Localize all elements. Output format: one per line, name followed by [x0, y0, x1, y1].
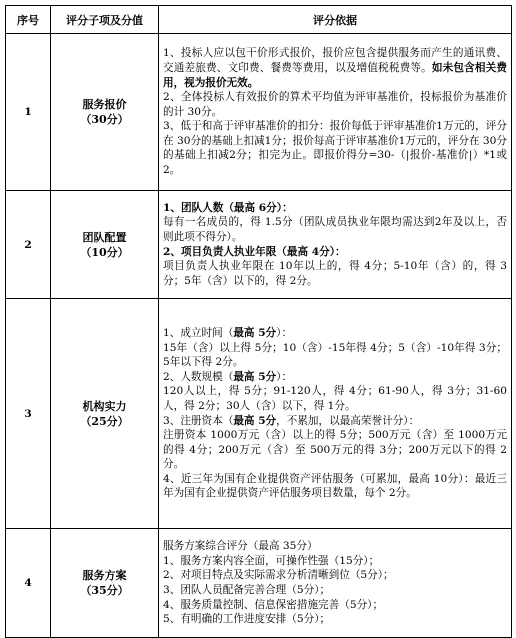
row-item [51, 529, 159, 638]
basis-line: 1、投标人应以包干价形式报价，报价应包含提供服务而产生的通讯费、交通差旅费、文印费、餐费等费用，以及增值税税费等。如未包含相关费用，视为报价无效。 [163, 47, 507, 89]
row-basis [159, 299, 512, 529]
basis-line: 2、全体投标人有效报价的算术平均值为评审基准价，投标报价为基准价的计 30分。 [163, 91, 507, 118]
table-row [6, 34, 512, 191]
basis-line: 注册资本 1000万元（含）以上的得 5分；500万元（含）至 1000万元的得 4分；200万元（含）至 500万元的得 3分；200万元以下的得 2分。 [163, 429, 507, 471]
scoring-table [5, 5, 512, 638]
item-name: 机构实力 [82, 399, 127, 413]
basis-line: 15年（含）以上得 5分；10（含）-15年得 4分；5（含）-10年得 3分；5年以下得 2分。 [163, 341, 507, 369]
basis-line: 3、注册资本（最高 5分，不累加，以最高荣誉计分）： [163, 414, 420, 427]
item-score: （35分） [80, 584, 129, 597]
header-item: 评分子项及分值 [51, 6, 159, 34]
item-name: 团队配置 [82, 230, 127, 244]
basis-line: 120人以上，得 5分；91-120人，得 4分；61-90人，得 3分；31-60人，得 2分；30人（含）以下，得 1分。 [163, 385, 507, 412]
row-no: 2 [6, 191, 51, 299]
row-no: 1 [6, 34, 51, 191]
row-item [51, 299, 159, 529]
basis-line: 3、团队人员配备完善合理（5分）； [163, 584, 331, 596]
item-name: 服务报价 [82, 98, 127, 111]
row-item [51, 34, 159, 191]
basis-line: 2、对项目特点及实际需求分析清晰到位（5分）； [163, 569, 394, 582]
basis-line: 2、人数规模（最高 5分）： [163, 370, 293, 383]
header-no: 序号 [6, 6, 51, 34]
basis-line: 每有一名成员的，得 1.5分（团队成员执业年限均需达到2年及以上，否则此项不得分）。 [163, 216, 507, 243]
basis-line: 5、有明确的工作进度安排（5分）； [163, 613, 331, 626]
item-score: （30分） [80, 113, 129, 126]
row-basis [159, 191, 512, 299]
table-row [6, 529, 512, 638]
item-score: （10分） [80, 245, 129, 259]
row-no: 4 [6, 529, 51, 638]
basis-line: 1、服务方案内容全面，可操作性强（15分）； [163, 554, 380, 567]
row-basis [159, 34, 512, 191]
basis-line: 1、团队人数（最高 6分）： [163, 201, 293, 214]
basis-line: 2、项目负责人执业年限（最高 4分）： [163, 245, 346, 258]
table-row [6, 191, 512, 299]
basis-line: 1、成立时间（最高 5分）： [163, 326, 293, 339]
table-row [6, 299, 512, 529]
basis-line: 服务方案综合评分（最高 35分） [163, 540, 318, 553]
basis-line: 3、低于和高于评审基准价的扣分：报价每低于评审基准价1万元的，评分在 30分的基础上扣减1分；报价每高于评审基准价1万元的，评分在 30分的基础上扣减2分；扣完为止。即报价得分=30-（|报价-基准价|）*1或 2。 [163, 120, 507, 177]
item-name: 服务方案 [82, 569, 127, 582]
basis-line: 4、近三年为国有企业提供资产评估服务（可累加，最高 10分）：最近三年为国有企业提供资产评估服务项目数量，每个 2分。 [163, 472, 507, 500]
item-score: （25分） [80, 414, 129, 428]
row-no: 3 [6, 299, 51, 529]
row-basis [159, 529, 512, 638]
row-item [51, 191, 159, 299]
basis-line: 4、服务质量控制、信息保密措施完善（5分）； [163, 598, 384, 611]
table-header-row [6, 6, 512, 34]
header-basis: 评分依据 [159, 6, 512, 34]
basis-line: 项目负责人执业年限在 10年以上的，得 4分；5-10年（含）的，得 3分；5年（含）以下的，得 2分。 [163, 260, 507, 287]
